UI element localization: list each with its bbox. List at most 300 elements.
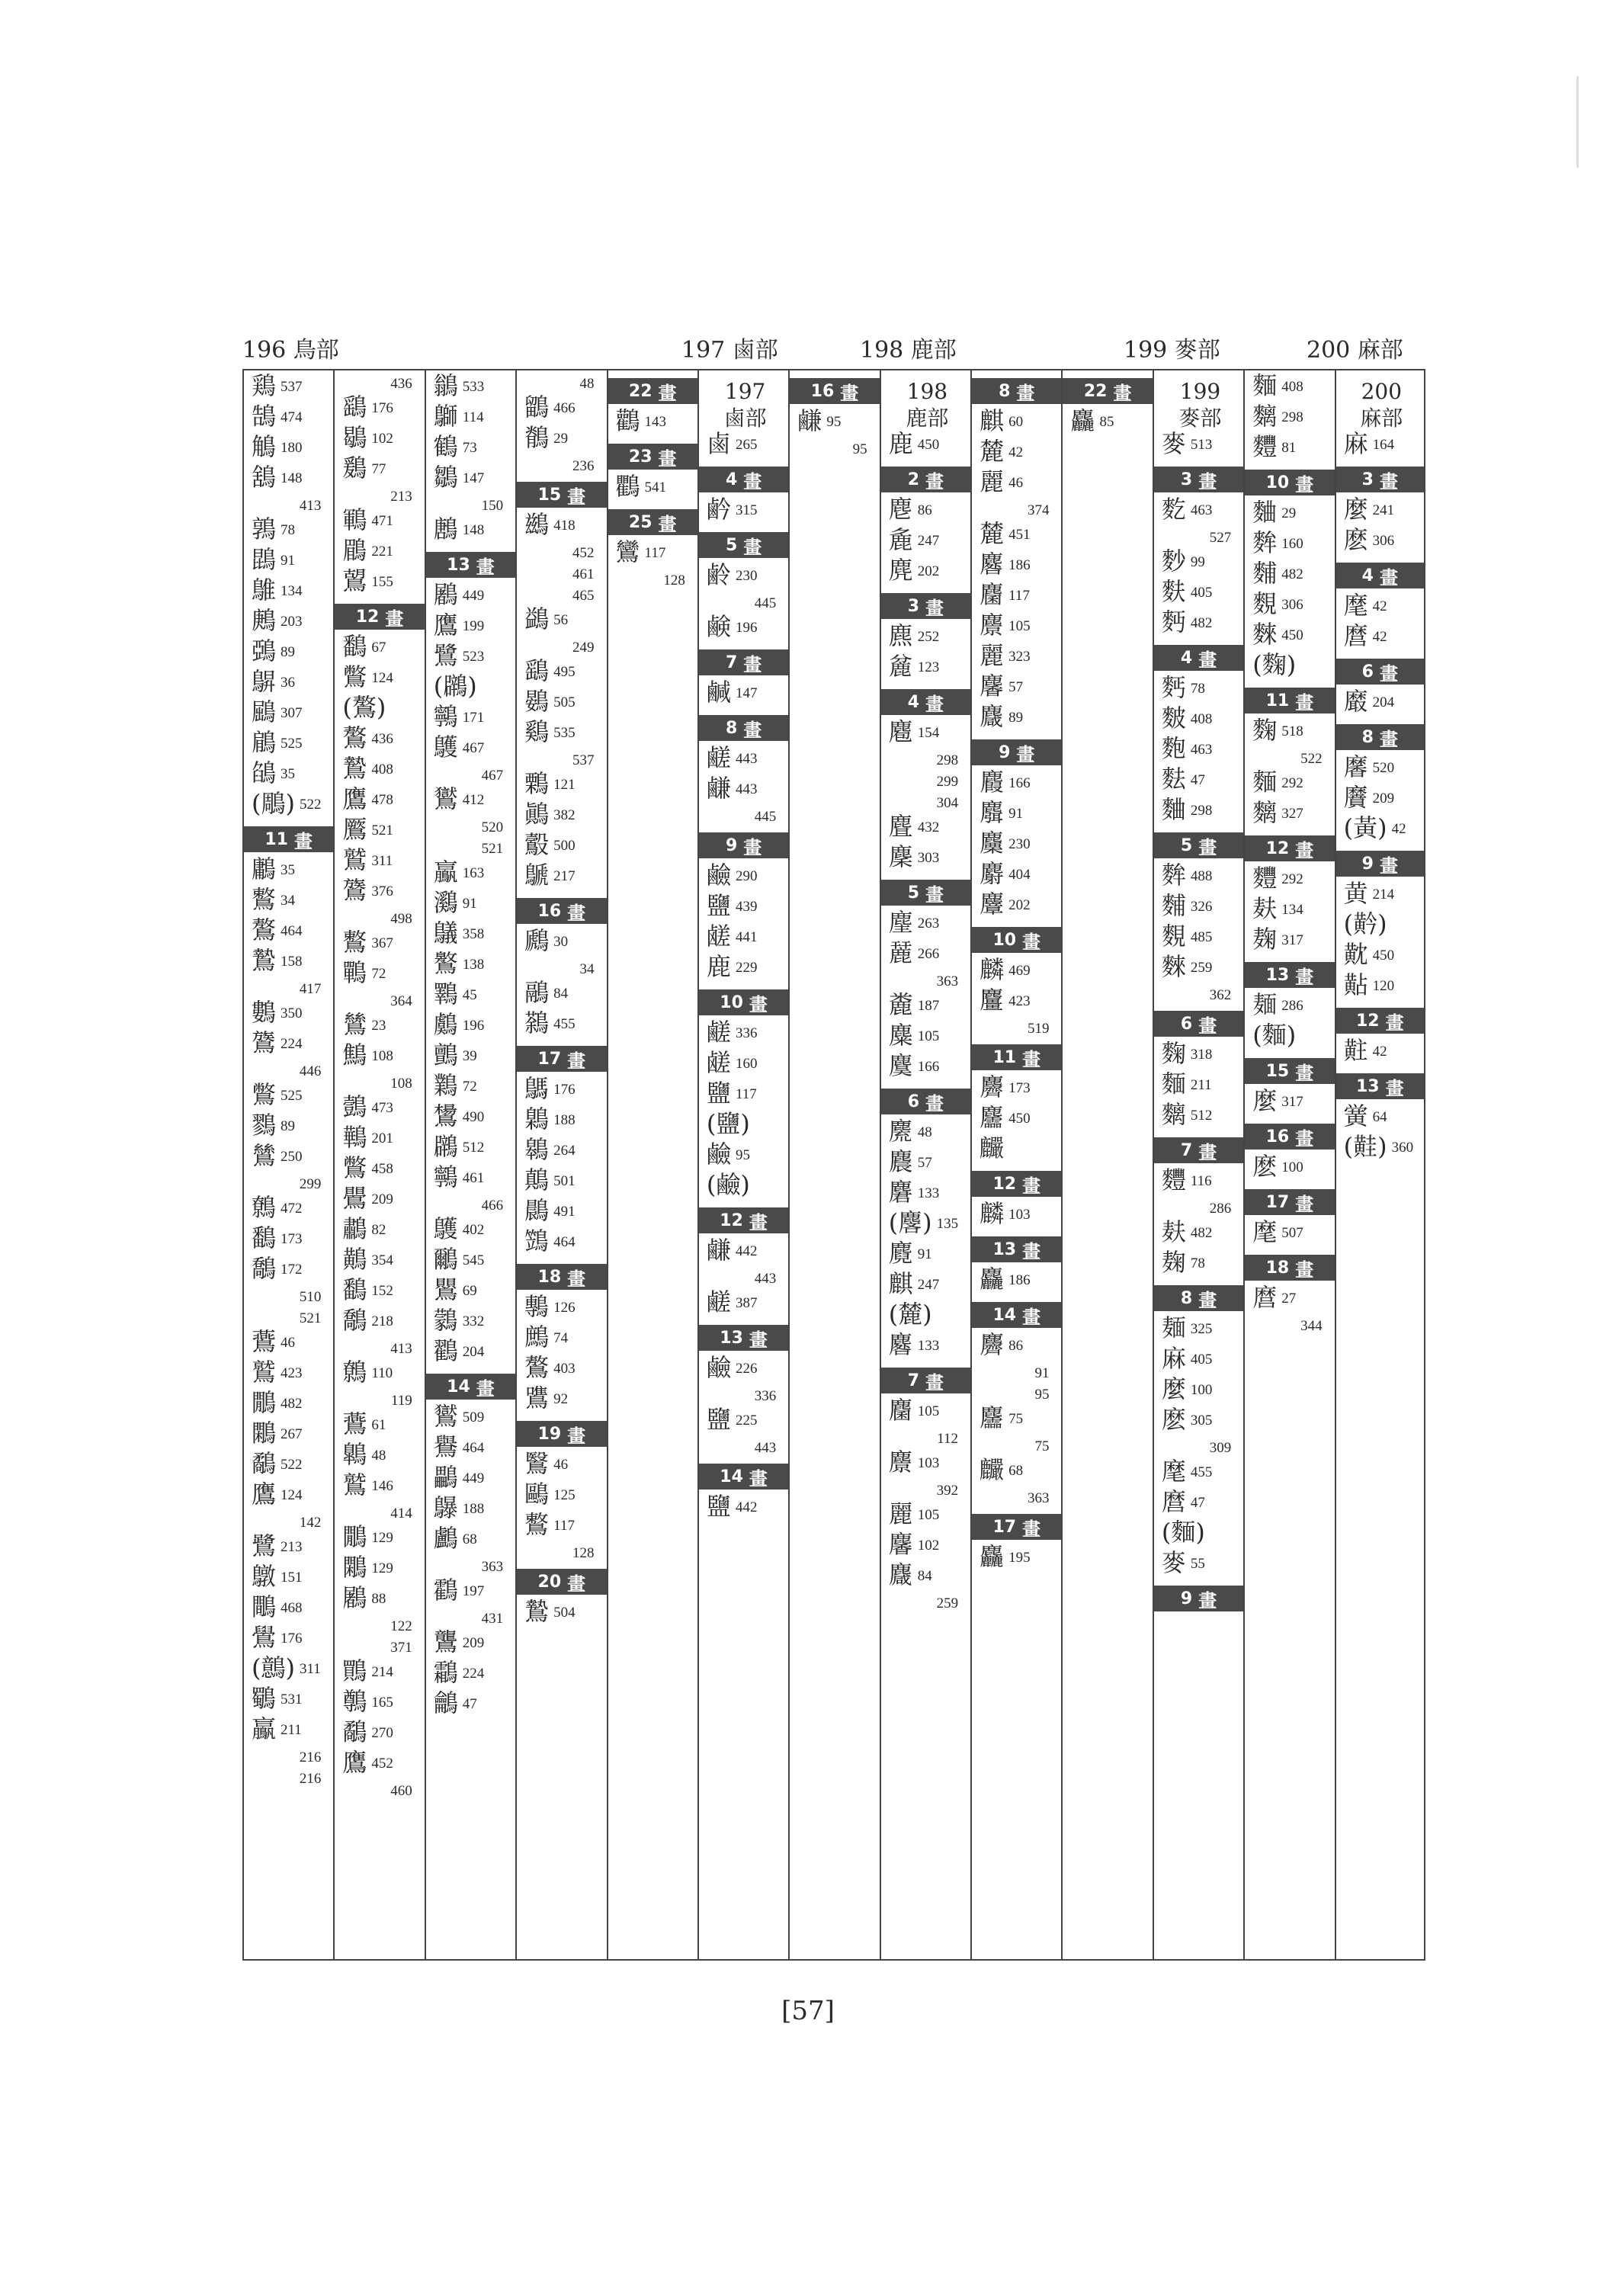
- entry-page-number: 221: [371, 544, 393, 560]
- entry-page-number: 110: [371, 1365, 393, 1381]
- entry-character: 麷: [1252, 864, 1278, 893]
- character-entry: [1162, 549, 1239, 579]
- entry-character: 鷯: [342, 1358, 367, 1387]
- entry-character: 麂: [888, 556, 913, 585]
- character-entry: [1162, 954, 1239, 985]
- entry-page-number: 317: [1281, 932, 1303, 948]
- entry-character: 鷤: [342, 958, 367, 987]
- entry-page-number: 102: [917, 1538, 940, 1554]
- stroke-count-label: 畫: [743, 836, 762, 858]
- entry-page-number: 504: [553, 1605, 576, 1621]
- stroke-count-header: [517, 482, 606, 508]
- character-entry: [1344, 689, 1419, 720]
- page-reference: 460: [390, 1783, 412, 1799]
- radical-number: 200: [1361, 379, 1403, 404]
- entry-character: 麊: [888, 990, 913, 1019]
- character-entry: [342, 1125, 419, 1156]
- entry-character: 麈: [888, 908, 913, 937]
- entry-character: 鷌: [524, 1074, 550, 1103]
- entry-page-number: 89: [1008, 710, 1024, 726]
- stroke-count-label: 畫: [1198, 470, 1217, 492]
- character-entry: [980, 1267, 1056, 1297]
- character-entry: [434, 735, 511, 765]
- entry-page-number: 332: [462, 1313, 485, 1329]
- page-reference: 498: [390, 911, 412, 927]
- stroke-count-label: 畫: [743, 470, 762, 492]
- character-entry: [1162, 1550, 1239, 1581]
- entry-page-number: 92: [553, 1391, 569, 1407]
- entry-character: 鷆: [524, 800, 550, 829]
- entry-character: 麡: [980, 1330, 1005, 1359]
- entry-page-number: 42: [1372, 598, 1387, 614]
- entry-character: 鸐: [433, 1336, 458, 1365]
- stroke-count-label: 畫: [1198, 836, 1217, 858]
- entry-character: 麢: [980, 1403, 1005, 1432]
- stroke-count-number: 13: [992, 1239, 1017, 1259]
- character-entry: [252, 1564, 329, 1595]
- entry-page-number: 89: [281, 644, 296, 660]
- entry-page-number: 464: [281, 923, 303, 939]
- entry-character: 麎: [888, 1147, 913, 1176]
- character-entry: [1162, 1346, 1239, 1377]
- entry-character: 麤: [1070, 406, 1095, 435]
- stroke-count-number: 10: [992, 930, 1017, 950]
- stroke-count-header: [1063, 378, 1152, 404]
- character-entry: [889, 814, 966, 845]
- entry-character: 鶴: [433, 432, 458, 461]
- stroke-count-label: 畫: [1379, 728, 1398, 750]
- entry-character: 麶: [1252, 402, 1278, 431]
- character-entry: [524, 717, 601, 750]
- entry-character: 麟: [980, 955, 1005, 984]
- character-entry: [524, 980, 601, 1011]
- stroke-count-number: 14: [447, 1377, 470, 1397]
- entry-page-number: 211: [1190, 1077, 1212, 1093]
- entry-page-number: 105: [917, 1403, 940, 1419]
- entry-character: 麣: [980, 1455, 1005, 1484]
- entry-character: 麕: [980, 580, 1005, 609]
- character-entry: [707, 1238, 784, 1268]
- entry-page-number: 173: [281, 1231, 303, 1247]
- entry-character: 麰: [1252, 528, 1278, 557]
- entry-character: 麘: [888, 1530, 913, 1559]
- entry-page-number: 482: [1190, 1225, 1213, 1241]
- entry-character: (麴): [1252, 650, 1297, 679]
- page-reference: 95: [1034, 1387, 1050, 1403]
- entry-page-number: 72: [371, 966, 386, 982]
- character-entry: [252, 887, 329, 918]
- entry-page-number: 209: [371, 1191, 393, 1207]
- character-entry: [1161, 1217, 1239, 1250]
- character-entry: [1252, 866, 1329, 896]
- page-reference: 461: [572, 566, 595, 582]
- entry-character: 鷲: [252, 1358, 277, 1387]
- stroke-count-header: [972, 1236, 1061, 1262]
- character-entry: [1162, 797, 1239, 828]
- entry-page-number: 500: [553, 838, 576, 854]
- stroke-count-number: 12: [355, 607, 380, 627]
- entry-character: 鹽: [706, 1405, 731, 1434]
- page-reference: 108: [390, 1076, 412, 1092]
- page-reference: 452: [572, 545, 595, 561]
- entry-page-number: 449: [462, 1470, 485, 1486]
- entry-character: 鶤: [342, 505, 367, 534]
- stroke-count-number: 9: [725, 835, 738, 855]
- entry-character: 鷙: [342, 754, 367, 783]
- character-entry: [1162, 1459, 1239, 1490]
- entry-page-number: 485: [1190, 929, 1213, 945]
- entry-character: 鸋: [433, 1162, 458, 1191]
- entry-character: (黃): [1343, 813, 1387, 842]
- entry-character: 鷩: [342, 1153, 367, 1182]
- entry-page-number: 108: [371, 1048, 393, 1064]
- stroke-count-header: [699, 1207, 788, 1233]
- entry-page-number: 134: [281, 583, 303, 599]
- character-entry: [707, 1111, 784, 1142]
- entry-character: (麐): [888, 1208, 932, 1237]
- page-reference: 431: [481, 1611, 504, 1627]
- entry-character: 鷰: [252, 1327, 277, 1356]
- page-reference: 521: [299, 1310, 322, 1326]
- entry-character: 麄: [888, 652, 913, 681]
- character-entry: [980, 770, 1056, 800]
- entry-character: 鷒: [524, 1292, 550, 1321]
- entry-character: 鷵: [342, 1583, 367, 1612]
- entry-character: 鷩: [252, 1080, 277, 1109]
- entry-character: 鷰: [342, 1409, 367, 1438]
- character-entry: [615, 537, 693, 570]
- character-entry: [1162, 1407, 1239, 1438]
- entry-page-number: 85: [1099, 414, 1114, 430]
- stroke-count-label: 畫: [385, 608, 404, 630]
- stroke-count-number: 8: [1180, 1288, 1193, 1308]
- entry-page-number: 86: [917, 502, 932, 518]
- entry-page-number: 196: [462, 1018, 485, 1034]
- character-entry: [980, 643, 1056, 674]
- entry-page-number: 186: [1008, 557, 1031, 573]
- entry-character: 鷹: [342, 1748, 367, 1777]
- entry-page-number: 126: [553, 1300, 576, 1316]
- entry-page-number: 418: [553, 518, 576, 534]
- entry-character: 鷘: [342, 928, 367, 957]
- entry-page-number: 358: [462, 926, 485, 942]
- stroke-count-number: 6: [907, 1092, 920, 1111]
- character-entry: [342, 1360, 419, 1390]
- entry-page-number: 91: [281, 553, 296, 569]
- entry-character: 鵿: [252, 667, 277, 696]
- character-entry: [707, 1081, 784, 1111]
- entry-page-number: 217: [553, 868, 576, 884]
- entry-page-number: 47: [462, 1696, 477, 1712]
- entry-character: 鷹: [433, 611, 458, 640]
- entry-page-number: 303: [917, 850, 940, 866]
- entry-character: 鶺: [524, 423, 550, 452]
- character-entry: [434, 1308, 511, 1339]
- entry-page-number: 531: [281, 1692, 303, 1708]
- stroke-count-header: [972, 1514, 1061, 1540]
- entry-page-number: 267: [281, 1426, 303, 1442]
- entry-page-number: 129: [371, 1530, 393, 1546]
- page-reference: 522: [1300, 751, 1323, 767]
- entry-page-number: 408: [1281, 379, 1303, 395]
- header-radical-196: 196 鳥部: [242, 337, 339, 364]
- entry-character: 鷈: [524, 861, 550, 890]
- stroke-count-number: 8: [999, 381, 1011, 401]
- entry-page-number: 286: [1281, 998, 1303, 1014]
- entry-character: 麖: [980, 611, 1005, 640]
- character-entry: [1252, 622, 1329, 653]
- entry-character: 麾: [1252, 1217, 1278, 1246]
- stroke-count-header: [517, 1569, 606, 1595]
- entry-character: 鷲: [342, 1470, 367, 1499]
- entry-page-number: 166: [917, 1059, 940, 1075]
- entry-page-number: 323: [1008, 649, 1031, 665]
- stroke-count-label: 畫: [1379, 470, 1398, 492]
- character-entry: [889, 558, 966, 588]
- character-entry: [888, 525, 966, 558]
- entry-character: 鷘: [252, 885, 277, 914]
- bottom-rule: [242, 1959, 1425, 1961]
- stroke-count-number: 14: [720, 1467, 743, 1486]
- character-entry: [342, 505, 419, 538]
- character-entry: [888, 621, 966, 654]
- entry-character: 麲: [1252, 589, 1278, 618]
- character-entry: [252, 639, 329, 669]
- entry-character: 鷯: [252, 1193, 277, 1222]
- stroke-count-number: 22: [1083, 381, 1108, 401]
- character-entry: [980, 1075, 1056, 1105]
- entry-character: 麒: [888, 1269, 913, 1298]
- character-entry: [252, 1482, 329, 1512]
- entry-page-number: 450: [1008, 1111, 1031, 1127]
- entry-character: 鷱: [342, 1440, 367, 1469]
- entry-character: (黅): [1343, 909, 1387, 938]
- stroke-count-label: 畫: [1022, 1175, 1041, 1197]
- entry-character: 鹻: [706, 1236, 731, 1265]
- character-entry: [342, 634, 419, 665]
- stroke-count-number: 11: [1265, 691, 1290, 710]
- page-reference: 363: [481, 1559, 504, 1575]
- stroke-count-number: 7: [725, 653, 738, 672]
- character-entry: [889, 1180, 966, 1211]
- character-entry: [1162, 579, 1239, 610]
- index-column-12: [1243, 370, 1334, 1959]
- character-entry: [342, 1750, 419, 1781]
- character-entry: [342, 878, 419, 909]
- entry-character: 鹺: [706, 1287, 731, 1316]
- entry-page-number: 482: [281, 1396, 303, 1412]
- entry-character: 鸎: [433, 1275, 458, 1304]
- page-reference: 467: [481, 768, 504, 784]
- entry-page-number: 105: [917, 1507, 940, 1523]
- stroke-count-label: 畫: [1385, 1012, 1404, 1034]
- entry-page-number: 47: [1190, 1495, 1205, 1511]
- character-entry: [1343, 525, 1419, 558]
- entry-page-number: 199: [462, 618, 485, 634]
- character-entry: [1162, 431, 1239, 462]
- stroke-count-header: [699, 1325, 788, 1351]
- stroke-count-label: 畫: [1022, 1048, 1041, 1070]
- entry-page-number: 482: [1281, 566, 1303, 582]
- stroke-count-header: [1245, 962, 1334, 988]
- entry-page-number: 474: [281, 409, 303, 425]
- entry-page-number: 264: [553, 1143, 576, 1159]
- character-entry: [889, 1302, 966, 1332]
- entry-page-number: 520: [1372, 760, 1395, 776]
- entry-page-number: 522: [281, 1457, 303, 1473]
- character-entry: [980, 1105, 1056, 1136]
- page-reference: 213: [390, 489, 412, 505]
- entry-page-number: 99: [1190, 554, 1205, 570]
- entry-page-number: 74: [553, 1330, 569, 1346]
- character-entry: [342, 1689, 419, 1720]
- entry-page-number: 209: [1372, 790, 1395, 806]
- character-entry: [434, 1134, 511, 1165]
- character-entry: [1252, 927, 1329, 957]
- entry-character: 鸌: [433, 733, 458, 762]
- character-entry: [889, 1532, 966, 1563]
- entry-character: 鶳: [433, 402, 458, 431]
- page-reference: 216: [299, 1771, 322, 1787]
- entry-character: 麖: [888, 1448, 913, 1477]
- entry-page-number: 439: [735, 899, 758, 915]
- entry-page-number: 89: [281, 1118, 296, 1134]
- character-entry: [615, 406, 693, 439]
- page-reference: 75: [1034, 1438, 1050, 1454]
- entry-character: 麵: [1161, 1069, 1186, 1098]
- character-entry: [707, 1407, 784, 1438]
- entry-page-number: 147: [462, 470, 485, 486]
- stroke-count-header: [335, 604, 424, 630]
- character-entry: [524, 832, 601, 863]
- entry-page-number: 103: [1008, 1207, 1031, 1223]
- entry-page-number: 188: [553, 1112, 576, 1128]
- stroke-count-label: 畫: [925, 1092, 944, 1114]
- character-entry: [434, 1073, 511, 1104]
- entry-character: 麗: [980, 467, 1005, 496]
- entry-page-number: 326: [1190, 899, 1213, 915]
- entry-page-number: 201: [371, 1130, 393, 1146]
- character-entry: [434, 1526, 511, 1557]
- entry-character: 麴: [1161, 1039, 1186, 1068]
- entry-page-number: 42: [1008, 444, 1024, 460]
- entry-page-number: 27: [1281, 1291, 1297, 1307]
- entry-page-number: 252: [917, 629, 940, 645]
- page-reference: 286: [1209, 1201, 1232, 1217]
- entry-character: 麞: [980, 890, 1005, 919]
- stroke-count-label: 畫: [925, 1371, 944, 1393]
- entry-page-number: 120: [1372, 978, 1395, 994]
- character-entry: [433, 1688, 511, 1721]
- character-entry: [252, 791, 329, 822]
- character-entry: [252, 1451, 329, 1482]
- entry-page-number: 298: [1190, 803, 1213, 819]
- character-entry: [524, 1198, 601, 1229]
- stroke-count-number: 5: [1180, 835, 1193, 855]
- stroke-count-label: 畫: [1198, 649, 1217, 671]
- character-entry: [434, 704, 511, 735]
- entry-character: 麳: [1161, 952, 1186, 981]
- character-entry: [434, 465, 511, 495]
- character-entry: [888, 1560, 966, 1593]
- entry-page-number: 152: [371, 1283, 393, 1299]
- character-entry: [888, 1147, 966, 1180]
- entry-page-number: 46: [281, 1335, 296, 1351]
- character-entry: [1252, 718, 1329, 749]
- stroke-count-label: 畫: [1022, 1518, 1041, 1540]
- character-entry: [342, 1153, 419, 1186]
- stroke-count-header: [972, 1171, 1061, 1197]
- entry-character: 鷢: [342, 815, 367, 844]
- entry-page-number: 42: [1391, 821, 1406, 837]
- entry-page-number: 100: [1281, 1159, 1303, 1175]
- character-entry: [889, 1241, 966, 1271]
- entry-character: 麴: [1252, 716, 1278, 745]
- page-reference: 443: [754, 1440, 777, 1456]
- entry-page-number: 490: [462, 1109, 485, 1125]
- entry-character: 麵: [1252, 768, 1278, 797]
- entry-character: 鵮: [252, 758, 277, 787]
- entry-character: 鹻: [797, 406, 822, 435]
- entry-character: 鸑: [433, 784, 458, 813]
- entry-character: 鸍: [433, 1245, 458, 1274]
- stroke-count-header: [1245, 835, 1334, 861]
- entry-page-number: 501: [553, 1173, 576, 1189]
- entry-character: 麽: [1161, 1405, 1186, 1434]
- stroke-count-label: 畫: [749, 1329, 768, 1351]
- entry-page-number: 473: [371, 1100, 393, 1116]
- entry-character: 麽: [1252, 1152, 1278, 1181]
- entry-page-number: 450: [917, 437, 940, 453]
- entry-page-number: 209: [462, 1635, 485, 1651]
- character-entry: [707, 1172, 784, 1203]
- page-reference: 510: [299, 1289, 322, 1305]
- character-entry: [252, 1113, 329, 1143]
- stroke-count-number: 3: [1361, 470, 1374, 489]
- character-entry: [707, 1050, 784, 1081]
- entry-page-number: 143: [644, 414, 667, 430]
- entry-page-number: 45: [462, 987, 477, 1003]
- entry-page-number: 403: [553, 1361, 576, 1377]
- entry-page-number: 95: [826, 414, 842, 430]
- entry-page-number: 121: [553, 777, 576, 793]
- page-reference: 466: [481, 1198, 504, 1214]
- entry-page-number: 305: [1190, 1413, 1213, 1429]
- character-entry: [888, 1208, 966, 1241]
- entry-page-number: 158: [281, 954, 303, 970]
- entry-page-number: 455: [1190, 1464, 1213, 1480]
- character-entry: [888, 1499, 966, 1532]
- stroke-count-label: 畫: [743, 536, 762, 558]
- radical-number: 199: [1179, 379, 1221, 404]
- character-entry: [524, 1325, 601, 1355]
- stroke-count-label: 畫: [567, 1573, 586, 1595]
- stroke-count-label: 畫: [1385, 1077, 1404, 1099]
- entry-page-number: 466: [553, 400, 576, 416]
- character-entry: [980, 957, 1056, 988]
- entry-character: 黁: [1343, 752, 1368, 781]
- stroke-count-label: 畫: [1022, 1240, 1041, 1262]
- index-column-4: [515, 370, 606, 1959]
- stroke-count-label: 畫: [1113, 382, 1132, 404]
- entry-page-number: 146: [371, 1478, 393, 1494]
- character-entry: [434, 860, 511, 890]
- character-entry: [1344, 942, 1419, 973]
- entry-page-number: 408: [371, 762, 393, 778]
- entry-character: 鷭: [342, 632, 367, 661]
- character-entry: [1162, 1520, 1239, 1550]
- entry-page-number: 172: [281, 1262, 303, 1278]
